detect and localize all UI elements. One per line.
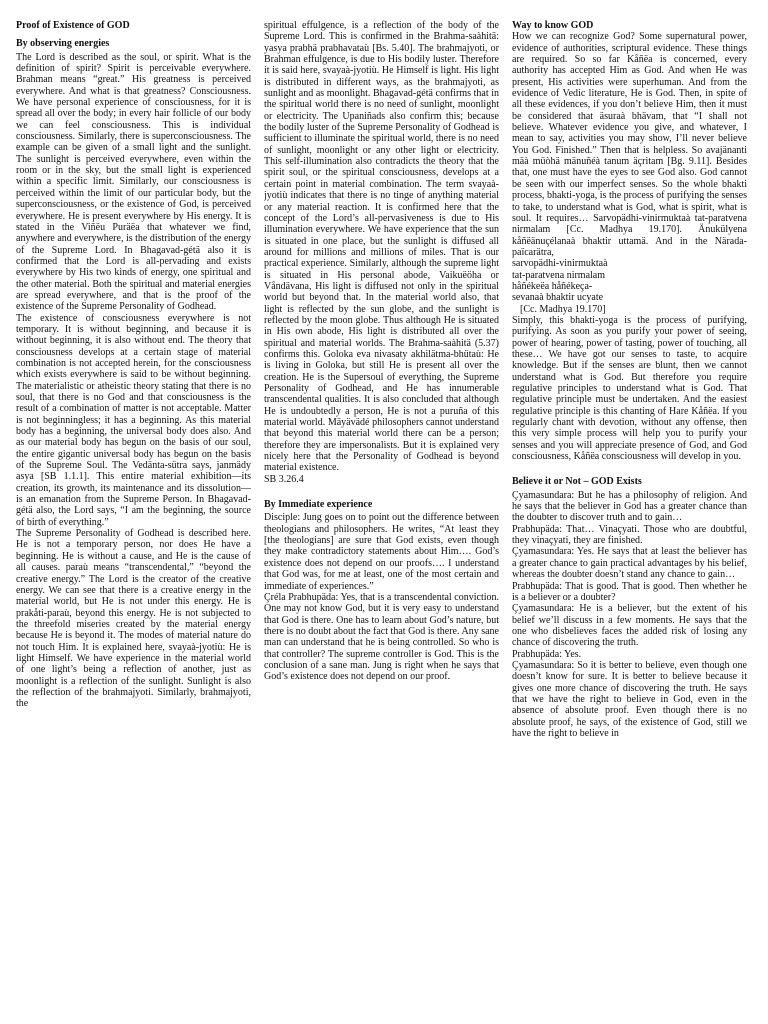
column-left [16, 20, 251, 1024]
verse-line: håñékeëa håñékeça- [512, 280, 593, 292]
verse-line: sarvopädhi-vinirmuktaà [512, 258, 608, 270]
dialogue-line: Çyamasundara: But he has a philosophy of religion. And he says that the believer in God has a greater chance than the doubter to discover truth and to gain… [512, 489, 747, 524]
column-right [512, 20, 747, 1024]
verse-line: sevanaà bhaktir ucyate [512, 292, 604, 304]
document-title: Proof of Existence of GOD [16, 20, 130, 31]
section-heading-believe: Believe it or Not – GOD Exists [512, 476, 642, 488]
paragraph: The existence of consciousness everywhere is not temporary. It is without beginning, and because it is without beginning, it is also without end. The theory that consciousness develops at a certain stage of material combination is not accepted herein, for the consciousness which exists everywhere is said to be without beginning. The materialistic or atheistic theory stating that there is no soul, that there is no God and that consciousness is the result of a combination of matter is not acceptable. Matter is not beginningless; it has a beginning. As this material body has a beginning, the universal body does also. And as our material body has begun on the basis of our soul, the entire gigantic universal body has begun on the basis of the Supreme Soul. The Vedänta-sütra says, janmädy asya [SB 1.1.1]. This entire material exhibition—its creation, its growth, its maintenance and its dissolution—is an emanation from the Supreme Person. In Bhagavad-gétä also, the Lord says, “I am the beginning, the source of birth of everything.” [16, 312, 251, 528]
column-middle [264, 20, 499, 1024]
verse-reference: [Cc. Madhya 19.170] [520, 303, 606, 315]
dialogue-line: Çyamasundara: Yes. He says that at least the believer has a greater chance to gain practical advantages by his belief, whereas the doubter doesn’t stand any chance to gain… [512, 546, 747, 581]
dialogue-line: Çyamasundara: So it is better to believe, even though one doesn’t know for sure. It is better to believe because it gives one more chance of discovering the truth. He says that we have the right to believe in God, even in the absence of absolute proof. Even though there is no absolute proof, he says, of the existence of God, still we have the right to believe in [512, 659, 747, 739]
paragraph: Simply, this bhakti-yoga is the process of purifying, purifying. As soon as you purify your power of seeing, power of hearing, power of tasting, power of touching, all these… We have got our senses to taste, to acquire knowledge. But if the senses are blunt, then we cannot understand what is God. But therefore you require regulative principles to understand what is God. That regulative principle must be undertaken. And the easiest regulative principle is this chanting of Hare Kåñëa. If you regularly chant with devotion, without any offense, then this very simple process will help you to purify your senses and you will appreciate presence of God, and God consciousness, Kåñëa consciousness will develop in you. [512, 314, 747, 463]
paragraph: The Lord is described as the soul, or spirit. What is the definition of spirit? Spirit is perceivable everywhere. Brahman means “great.” His greatness is perceived everywhere. And what is that greatness? Consciousness. We have personal experience of consciousness, for it is spread all over the body; in every hair follicle of our body we can feel consciousness. This is individual consciousness. Similarly, there is superconsciousness. The example can be given of a small light and the sunlight. The sunlight is perceived everywhere, even within the room or in the sky, but the small light is experienced within a specific limit. Similarly, our consciousness is perceived within the limit of our particular body, but the superconsciousness, or the existence of God, is perceived everywhere. He is present everywhere by His energy. It is stated in the Viñëu Puräëa that whatever we find, anywhere and everywhere, is the distribution of the energy of the Supreme Lord. In Bhagavad-gétä also it is confirmed that the Lord is all-pervading and exists everywhere by His two kinds of energy, one spiritual and the other material. Both the spiritual and material energies are spread everywhere, and that is the proof of the existence of the Supreme Personality of Godhead. [16, 51, 251, 313]
paragraph: Disciple: Jung goes on to point out the difference between theologians and philosophers. He writes, “At least they [the theologians] are sure that God exists, even though they make contradictory statements about Him…. God’s existence does not depend on our proofs…. I understand that God was, for me at least, one of the most certain and immediate of experiences.” [264, 512, 499, 592]
section-heading-experience: By Immediate experience [264, 499, 373, 511]
paragraph: spiritual effulgence, is a reflection of the body of the Supreme Lord. This is confirmed in the Brahma-saàhitä: yasya prabhä prabhavataù [Bs. 5.40]. The brahmajyoti, or Brahman effulgence, is due to His bodily luster. Therefore it is said here, svayaà-jyotiù. He Himself is light. His light is distributed in different ways, as the brahmajyoti, as sunlight and as moonlight. Bhagavad-gétä confirms that in the spiritual world there is no need of sunlight, moonlight or electricity. The Upaniñads also confirm this; because the bodily luster of the Supreme Personality of Godhead is sufficient to illuminate the spiritual world, there is no need of sunlight, moonlight or any other light or electricity. This self-illumination also contradicts the theory that the spirit soul, or the spiritual consciousness, develops at a certain point in material combination. The term svayaà-jyotiù indicates that there is no tinge of anything material or any material reaction. It is confirmed here that the concept of the Lord’s all-pervasiveness is due to His illumination everywhere. We have experience that the sun is situated in one place, but the sunlight is diffused all around for millions and millions of miles. That is our practical experience. Similarly, although the supreme light is situated in His personal abode, Vaikuëöha or Våndävana, His light is diffused not only in the spiritual world but beyond that. In the material world also, that light is reflected by the sun globe, and the sunlight is reflected by the moon globe. Thus although He is situated in His own abode, His light is distributed all over the spiritual and material worlds. The Brahma-saàhitä (5.37) confirms this. Goloka eva nivasaty akhilätma-bhütaù: He is living in Goloka, but still He is present all over the creation. He is the Supersoul of everything, the Supreme Personality of Godhead, and He has innumerable transcendental qualities. It is also concluded that although He is undoubtedly a person, He is not a puruña of this material world. Mäyävädé philosophers cannot understand that beyond this material world there can be a person; therefore they are impersonalists. But it is explained very nicely here that the Personality of Godhead is beyond material existence. [264, 20, 499, 474]
dialogue-line: Çyamasundara: He is a believer, but the extent of his belief we’ll discuss in a few moments. He says that the one who disbelieves faces the added risk of losing any chance of discovering the truth. [512, 603, 747, 649]
section-heading-energies: By observing energies [16, 38, 110, 50]
dialogue-line: Prabhupäda: That is good. That is good. Then whether he is a believer or a doubter? [512, 580, 747, 603]
reference-citation: SB 3.26.4 [264, 473, 304, 485]
paragraph: Çréla Prabhupäda: Yes, that is a transcendental conviction. One may not know God, but it is very easy to understand that God is there. One has to learn about God’s nature, but there is no doubt about the fact that God is there. Any sane man can understand that he is being controlled. So who is that controller? The supreme controller is God. This is the conclusion of a sane man. Jung is right when he says that God’s existence does not depend on our proof. [264, 591, 499, 683]
paragraph: The Supreme Personality of Godhead is described here. He is not a temporary person, nor does He have a beginning. He is without a cause, and He is the cause of all causes. paraù means “transcendental,” “beyond the creative energy.” The Lord is the creator of the creative energy. We can see that there is a creative energy in the material world, but He is not under this energy. He is prakåti-paraù, beyond this energy. He is not subjected to the threefold miseries created by the material energy because He is beyond it. The modes of material nature do not touch Him. It is explained here, svayaà-jyotiù: He is light Himself. We have experience in the material world of one light’s being a reflection of another, just as moonlight is a reflection of the sunlight. Sunlight is also the reflection of the brahmajyoti. Similarly, brahmajyoti, the [16, 528, 251, 710]
dialogue-line: Prabhupäda: That… Vinaçyati. Those who are doubtful, they vinaçyati, they are finished. [512, 523, 747, 547]
dialogue-line: Prabhupäda: Yes. [512, 648, 582, 660]
section-heading-way-to-know: Way to know GOD [512, 20, 594, 31]
paragraph: How we can recognize God? Some supernatural power, evidence of authorities, scriptural evidence. These things are required. So so far Kåñëa is concerned, every authority has accepted Him as God. And when He was present, His activities were superhuman. And from the evidence of Vedic literature, He is God. Then, in spite of all these evidences, if you don’t believe Him, then it must be considered that äsuraà bhävam, that “I shall not believe. Whatever evidence you give, and whatever, I mean to say, activities you may show, I’ll never believe You God. Finished.” Then that is helpless. So avajänanti mäà müòhä mänuñéà tanum äçritam [Bg. 9.11]. Besides that, one must have the eyes to see God also. God cannot be seen with our imperfect senses. So the whole bhakti process, bhakti-yoga, is the process of purifying the senses to take, to understand what is God, what is spirit, what is soul. It requires… Sarvopädhi-vinirmuktaà tat-paratvena nirmalam [Cc. Madhya 19.170]. Änukülyena kåñëänuçélanaà bhaktir uttamä. And in the Närada-païcarätra, [512, 31, 747, 258]
verse-line: tat-paratvena nirmalam [512, 269, 606, 281]
